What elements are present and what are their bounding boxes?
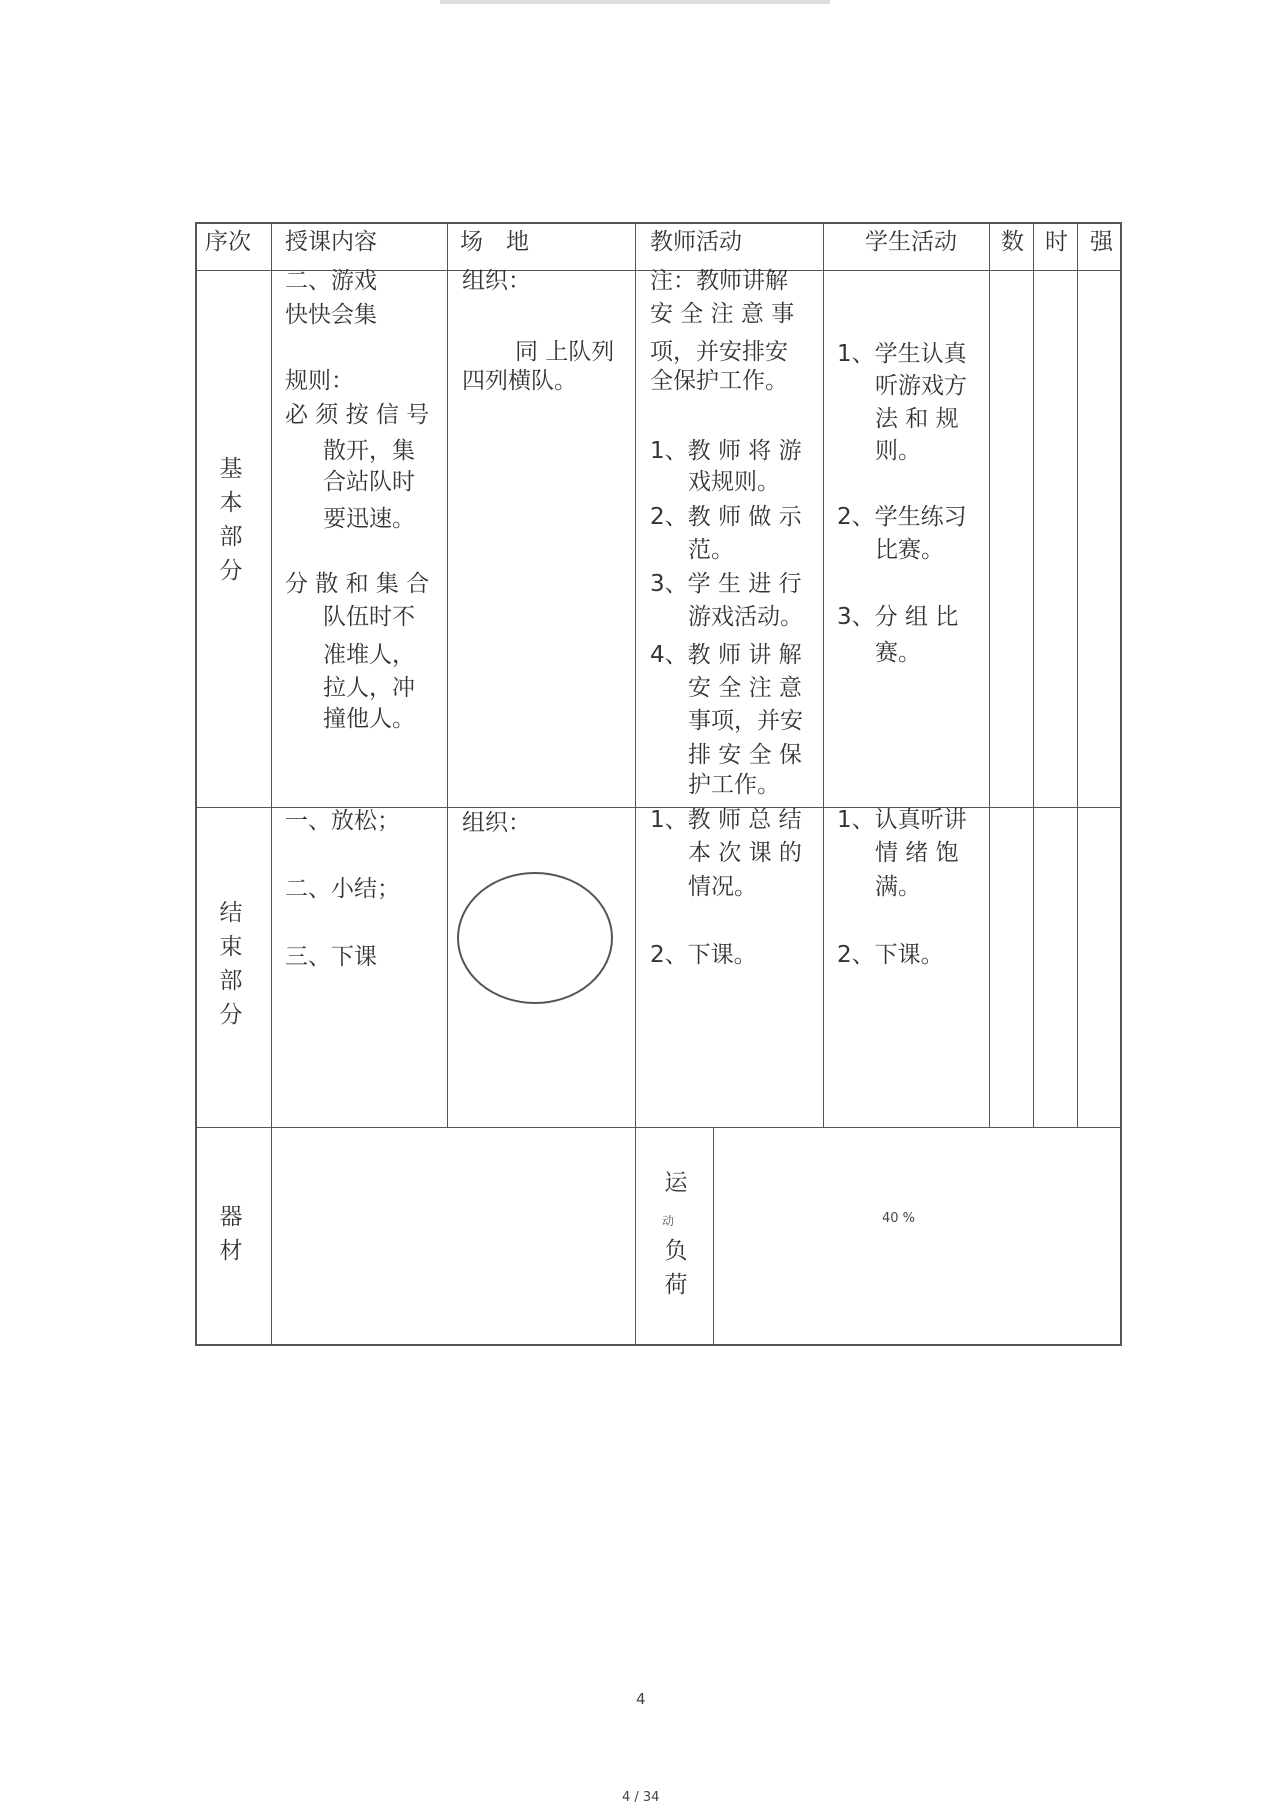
basic-student-line: 3、分 组 比 <box>837 604 959 630</box>
circle-formation-diagram <box>455 870 615 1006</box>
basic-teacher-line: 排 安 全 保 <box>688 742 802 768</box>
basic-teacher-line: 事项，并安 <box>688 708 803 734</box>
basic-student-line: 则。 <box>875 438 921 464</box>
basic-teacher-line: 范。 <box>688 537 734 563</box>
basic-student-line: 1、学生认真 <box>837 341 967 367</box>
ending-content-line: 一、放松； <box>285 808 400 834</box>
basic-content-line: 要迅速。 <box>323 506 415 532</box>
header-intensity: 强 <box>1090 229 1113 255</box>
basic-label-2: 本 <box>219 490 243 516</box>
basic-teacher-line: 项，并安排安 <box>650 339 788 365</box>
basic-venue-line: 四列横队。 <box>462 368 577 394</box>
ending-teacher-line: 2、下课。 <box>650 942 757 968</box>
ending-student-line: 2、下课。 <box>837 942 944 968</box>
basic-student-line: 听游戏方 <box>875 373 967 399</box>
basic-content-line: 必 须 按 信 号 <box>285 402 430 428</box>
load-value: 40 % <box>882 1211 916 1226</box>
ending-label-4: 分 <box>219 1002 243 1028</box>
top-header-strip <box>440 0 830 4</box>
formation-circle <box>458 873 612 1003</box>
basic-student-line: 法 和 规 <box>875 406 959 432</box>
basic-content-line: 散开，集 <box>323 438 415 464</box>
header-teacher: 教师活动 <box>650 229 742 255</box>
ending-content-line: 三、下课 <box>285 944 377 970</box>
equipment-label-2: 材 <box>219 1238 243 1264</box>
page-number: 4 <box>636 1690 646 1708</box>
basic-label-4: 分 <box>219 558 243 584</box>
basic-content-line: 队伍时不 <box>323 604 415 630</box>
basic-venue-line: 组织： <box>462 268 531 294</box>
basic-content-line: 合站队时 <box>323 469 415 495</box>
ending-student-line: 满。 <box>875 874 921 900</box>
page-indicator: 4 / 34 <box>622 1790 660 1805</box>
basic-teacher-line: 游戏活动。 <box>688 604 803 630</box>
ending-label-1: 结 <box>219 900 243 926</box>
basic-teacher-line: 安 全 注 意 <box>688 675 802 701</box>
basic-venue-line: 同 上队列 <box>515 339 615 365</box>
basic-teacher-line: 安 全 注 意 事 <box>650 301 795 327</box>
basic-student-line: 2、学生练习 <box>837 504 967 530</box>
basic-content-line: 分 散 和 集 合 <box>285 571 430 597</box>
ending-content-line: 二、小结； <box>285 876 400 902</box>
ending-label-3: 部 <box>219 968 243 994</box>
ending-venue-line: 组织： <box>462 810 531 836</box>
ending-teacher-line: 本 次 课 的 <box>688 840 802 866</box>
equipment-label-1: 器 <box>219 1204 243 1230</box>
ending-student-line: 1、认真听讲 <box>837 807 967 833</box>
header-student: 学生活动 <box>865 229 957 255</box>
basic-content-line: 规则： <box>285 368 354 394</box>
basic-teacher-line: 全保护工作。 <box>650 368 788 394</box>
basic-content-line: 拉人，冲 <box>323 675 415 701</box>
basic-teacher-line: 4、教 师 讲 解 <box>650 642 802 668</box>
load-label-4: 荷 <box>664 1272 688 1298</box>
header-count: 数 <box>1001 229 1024 255</box>
basic-teacher-line: 注：教师讲解 <box>650 268 788 294</box>
basic-content-line: 二、游戏 <box>285 268 377 294</box>
load-label-1: 运 <box>664 1170 688 1196</box>
basic-student-line: 赛。 <box>875 640 921 666</box>
basic-label-3: 部 <box>219 524 243 550</box>
basic-content-line: 快快会集 <box>285 302 377 328</box>
header-time: 时 <box>1045 229 1068 255</box>
basic-content-line: 准堆人， <box>323 642 415 668</box>
basic-teacher-line: 戏规则。 <box>688 469 780 495</box>
load-label-3: 负 <box>664 1238 688 1264</box>
basic-teacher-line: 2、教 师 做 示 <box>650 504 802 530</box>
header-seq: 序次 <box>205 229 251 255</box>
ending-teacher-line: 1、教 师 总 结 <box>650 807 802 833</box>
basic-teacher-line: 3、学 生 进 行 <box>650 571 802 597</box>
basic-label-1: 基 <box>219 456 243 482</box>
ending-teacher-line: 情况。 <box>688 874 757 900</box>
basic-teacher-line: 护工作。 <box>688 772 780 798</box>
basic-content-line: 撞他人。 <box>323 706 415 732</box>
header-content: 授课内容 <box>285 229 377 255</box>
header-venue: 场 地 <box>460 229 529 255</box>
load-label-2: 动 <box>662 1214 675 1228</box>
ending-label-2: 束 <box>219 934 243 960</box>
basic-teacher-line: 1、教 师 将 游 <box>650 438 802 464</box>
ending-student-line: 情 绪 饱 <box>875 840 959 866</box>
basic-student-line: 比赛。 <box>875 537 944 563</box>
